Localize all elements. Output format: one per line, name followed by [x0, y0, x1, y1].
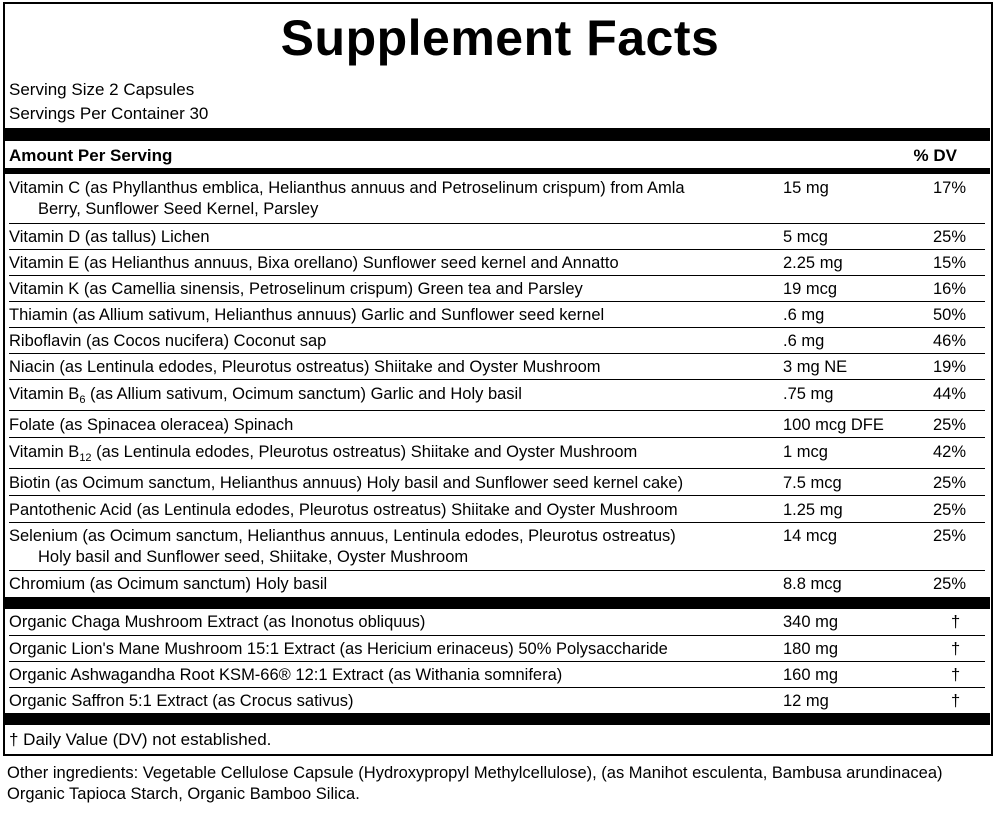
nutrient-amount: 8.8 mcg	[783, 575, 842, 593]
nutrient-name: Thiamin (as Allium sativum, Helianthus annuus) Garlic and Sunflower seed kernel	[9, 306, 605, 324]
row-divider	[9, 522, 985, 523]
nutrient-dv: 25%	[932, 228, 966, 246]
row-divider	[9, 410, 985, 411]
row-divider	[9, 327, 985, 328]
row-divider	[9, 275, 985, 276]
nutrient-amount: .6 mg	[783, 332, 825, 350]
nutrient-dv: 50%	[932, 306, 966, 324]
extract-dv: †	[951, 613, 961, 631]
nutrient-amount: .75 mg	[783, 385, 834, 403]
nutrient-amount: 15 mg	[783, 179, 829, 197]
medium-divider	[5, 168, 990, 174]
extract-amount: 340 mg	[783, 613, 839, 631]
nutrient-name: Niacin (as Lentinula edodes, Pleurotus ostreatus) Shiitake and Oyster Mushroom	[9, 358, 601, 376]
nutrient-dv: 25%	[932, 416, 966, 434]
nutrient-dv: 25%	[932, 501, 966, 519]
thick-divider-top	[5, 128, 990, 141]
serving-size: Serving Size 2 Capsules	[9, 80, 195, 99]
nutrient-amount: 2.25 mg	[783, 254, 843, 272]
nutrient-amount: 3 mg NE	[783, 358, 848, 376]
extract-amount: 160 mg	[783, 666, 839, 684]
servings-per-container: Servings Per Container 30	[9, 104, 209, 123]
nutrient-dv: 25%	[932, 527, 966, 545]
panel-title: Supplement Facts	[280, 10, 720, 66]
row-divider	[9, 223, 985, 224]
extract-name: Organic Saffron 5:1 Extract (as Crocus sativus)	[9, 692, 354, 710]
extract-dv: †	[951, 692, 961, 710]
nutrient-dv: 42%	[932, 443, 966, 461]
nutrient-name: Vitamin $B_{12}$ (as Lentinula edodes, Pleurotus ostreatus) Shiitake and Oyster Mushroom	[9, 443, 638, 464]
nutrient-amount: 14 mcg	[783, 527, 838, 545]
nutrient-name: Vitamin E (as Helianthus annuus, Bixa orellano) Sunflower seed kernel and Annatto	[9, 254, 619, 272]
nutrient-name: Pantothenic Acid (as Lentinula edodes, Pleurotus ostreatus) Shiitake and Oyster Mushroom	[9, 501, 678, 519]
extract-dv: †	[951, 666, 961, 684]
nutrient-dv: 16%	[932, 280, 966, 298]
row-divider	[9, 687, 985, 688]
extract-name: Organic Ashwagandha Root KSM-66® 12:1 Extract (as Withania somnifera)	[9, 666, 563, 684]
row-divider	[9, 301, 985, 302]
extract-name: Organic Chaga Mushroom Extract (as Inonotus obliquus)	[9, 613, 426, 631]
row-divider	[9, 379, 985, 380]
extract-amount: 180 mg	[783, 640, 839, 658]
nutrient-amount: 5 mcg	[783, 228, 828, 246]
nutrient-dv: 44%	[932, 385, 966, 403]
nutrient-dv: 17%	[932, 179, 966, 197]
nutrient-name: Riboflavin (as Cocos nucifera) Coconut sap	[9, 332, 327, 350]
nutrient-dv: 25%	[932, 575, 966, 593]
nutrient-name: Biotin (as Ocimum sanctum, Helianthus annuus) Holy basil and Sunflower seed kernel cake)	[9, 474, 684, 492]
nutrient-amount: 100 mcg DFE	[783, 416, 884, 434]
amount-per-serving-label: Amount Per Serving	[9, 146, 173, 165]
dv-header-label: % DV	[913, 146, 957, 165]
extract-dv: †	[951, 640, 961, 658]
nutrient-amount: 1.25 mg	[783, 501, 843, 519]
nutrient-name: Vitamin $B_6$ (as Allium sativum, Ocimum sanctum) Garlic and Holy basil	[9, 385, 522, 406]
nutrient-amount: 19 mcg	[783, 280, 838, 298]
amount-header	[9, 146, 985, 168]
nutrient-name: Vitamin D (as tallus) Lichen	[9, 228, 210, 246]
nutrient-amount: 7.5 mcg	[783, 474, 842, 492]
nutrient-amount: .6 mg	[783, 306, 825, 324]
nutrient-name: Folate (as Spinacea oleracea) Spinach	[9, 416, 294, 434]
row-divider	[9, 570, 985, 571]
row-divider	[9, 437, 985, 438]
nutrient-dv: 25%	[932, 474, 966, 492]
other-ingredients: Other ingredients: Vegetable Cellulose Capsule (Hydroxypropyl Methylcellulose), (as Manihot esculenta, Bambusa arundinacea) Organic Tapioca Starch, Organic Bamboo Silica.	[7, 764, 943, 803]
row-divider	[9, 661, 985, 662]
thick-divider-bottom	[5, 713, 990, 725]
row-divider	[9, 353, 985, 354]
footnote: † Daily Value (DV) not established.	[9, 730, 272, 749]
nutrient-dv: 15%	[932, 254, 966, 272]
row-divider	[9, 468, 985, 469]
row-divider	[9, 249, 985, 250]
nutrient-dv: 46%	[932, 332, 966, 350]
nutrient-name: Chromium (as Ocimum sanctum) Holy basil	[9, 575, 328, 593]
nutrient-amount: 1 mcg	[783, 443, 828, 461]
extract-name: Organic Lion's Mane Mushroom 15:1 Extract (as Hericium erinaceus) 50% Polysaccharide	[9, 640, 668, 658]
extract-amount: 12 mg	[783, 692, 829, 710]
nutrient-name: Selenium (as Ocimum sanctum, Helianthus annuus, Lentinula edodes, Pleurotus ostreatus) Holy basil and Sunflower seed, Shiitake, Oyster Mushroom	[9, 527, 676, 566]
row-divider	[9, 635, 985, 636]
thick-divider-middle	[5, 597, 990, 609]
row-divider	[9, 495, 985, 496]
nutrient-dv: 19%	[932, 358, 966, 376]
nutrient-name: Vitamin K (as Camellia sinensis, Petroselinum crispum) Green tea and Parsley	[9, 280, 583, 298]
nutrient-name: Vitamin C (as Phyllanthus emblica, Helianthus annuus and Petroselinum crispum) from Amla Berry, Sunflower Seed Kernel, Parsley	[9, 179, 685, 218]
